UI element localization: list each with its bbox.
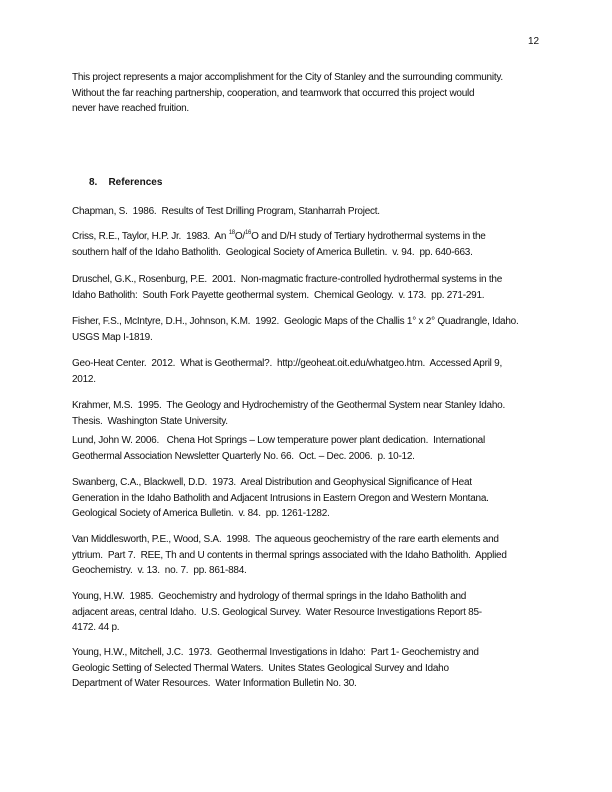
text: O/: [234, 231, 245, 242]
intro-paragraph: [72, 70, 503, 117]
reference-entry: [72, 433, 485, 464]
reference-entry: [72, 475, 489, 522]
reference-line: Geochemistry. v. 13. no. 7. pp. 861-884.: [72, 565, 247, 577]
intro-line: This project represents a major accomplishment for the City of Stanley and the surrounding community.: [72, 72, 503, 83]
reference-line: USGS Map I-1819.: [72, 331, 153, 343]
reference-line: Young, H.W. 1985. Geochemistry and hydrology of thermal springs in the Idaho Batholith and: [72, 591, 467, 602]
reference-line: Fisher, F.S., McIntyre, D.H., Johnson, K.M. 1992. Geologic Maps of the Challis 1° x 2° Quadrangle, Idaho.: [72, 316, 519, 327]
reference-line: yttrium. Part 7. REE, Th and U contents in thermal springs associated with the Idaho Batholith. Applied: [72, 549, 507, 561]
reference-line: Lund, John W. 2006. Chena Hot Springs – Low temperature power plant dedication. International: [72, 435, 485, 446]
reference-line: Swanberg, C.A., Blackwell, D.D. 1973. Areal Distribution and Geophysical Significance of Heat: [72, 477, 472, 488]
page-number: 12: [528, 36, 540, 47]
intro-line: never have reached fruition.: [72, 103, 189, 115]
reference-line: [72, 229, 486, 245]
reference-line: Druschel, G.K., Rosenburg, P.E. 2001. Non-magmatic fracture-controlled hydrothermal systems in the: [72, 274, 503, 285]
reference-line: southern half of the Idaho Batholith. Geological Society of America Bulletin. v. 94. pp. 640-663.: [72, 246, 473, 258]
reference-line: Geological Society of America Bulletin. v. 84. pp. 1261-1282.: [72, 508, 330, 520]
reference-line: Van Middlesworth, P.E., Wood, S.A. 1998. The aqueous geochemistry of the rare earth elements and: [72, 534, 499, 545]
reference-line: Geologic Setting of Selected Thermal Waters. Unites States Geological Survey and Idaho: [72, 662, 449, 674]
reference-line: adjacent areas, central Idaho. U.S. Geological Survey. Water Resource Investigations Report 85-: [72, 606, 482, 618]
reference-line: Thesis. Washington State University.: [72, 415, 228, 427]
reference-line: Generation in the Idaho Batholith and Adjacent Intrusions in Eastern Oregon and Western Montana.: [72, 492, 489, 504]
reference-entry: [72, 398, 505, 429]
reference-criss: [72, 229, 486, 260]
reference-line: Department of Water Resources. Water Information Bulletin No. 30.: [72, 678, 357, 690]
reference-line: Young, H.W., Mitchell, J.C. 1973. Geothermal Investigations in Idaho: Part 1- Geochemistry and: [72, 647, 479, 658]
reference-line: Geothermal Association Newsletter Quarterly No. 66. Oct. – Dec. 2006. p. 10-12.: [72, 450, 415, 462]
reference-entry: [72, 204, 380, 220]
reference-line: 2012.: [72, 373, 96, 385]
reference-line: Krahmer, M.S. 1995. The Geology and Hydrochemistry of the Geothermal System near Stanley Idaho.: [72, 400, 506, 411]
reference-entry: [72, 272, 502, 303]
reference-entry: [72, 314, 518, 345]
superscript: 16: [244, 230, 252, 236]
reference-line: 4172. 44 p.: [72, 622, 120, 634]
reference-line: Idaho Batholith: South Fork Payette geothermal system. Chemical Geology. v. 173. pp. 271-291.: [72, 289, 485, 301]
text: O and D/H study of Tertiary hydrothermal systems in the: [251, 231, 486, 242]
reference-line: Geo-Heat Center. 2012. What is Geothermal?. http://geoheat.oit.edu/whatgeo.htm. Accessed April 9,: [72, 358, 503, 369]
reference-entry: [72, 356, 502, 387]
section-heading: 8. References: [89, 177, 163, 188]
intro-line: Without the far reaching partnership, cooperation, and teamwork that occurred this project would: [72, 87, 475, 99]
reference-entry: [72, 532, 507, 579]
reference-entry: [72, 589, 482, 636]
superscript: 18: [228, 230, 235, 236]
text: Criss, R.E., Taylor, H.P. Jr. 1983. An: [72, 231, 229, 242]
reference-entry: [72, 645, 479, 692]
reference-line: Chapman, S. 1986. Results of Test Drilling Program, Stanharrah Project.: [72, 206, 380, 217]
